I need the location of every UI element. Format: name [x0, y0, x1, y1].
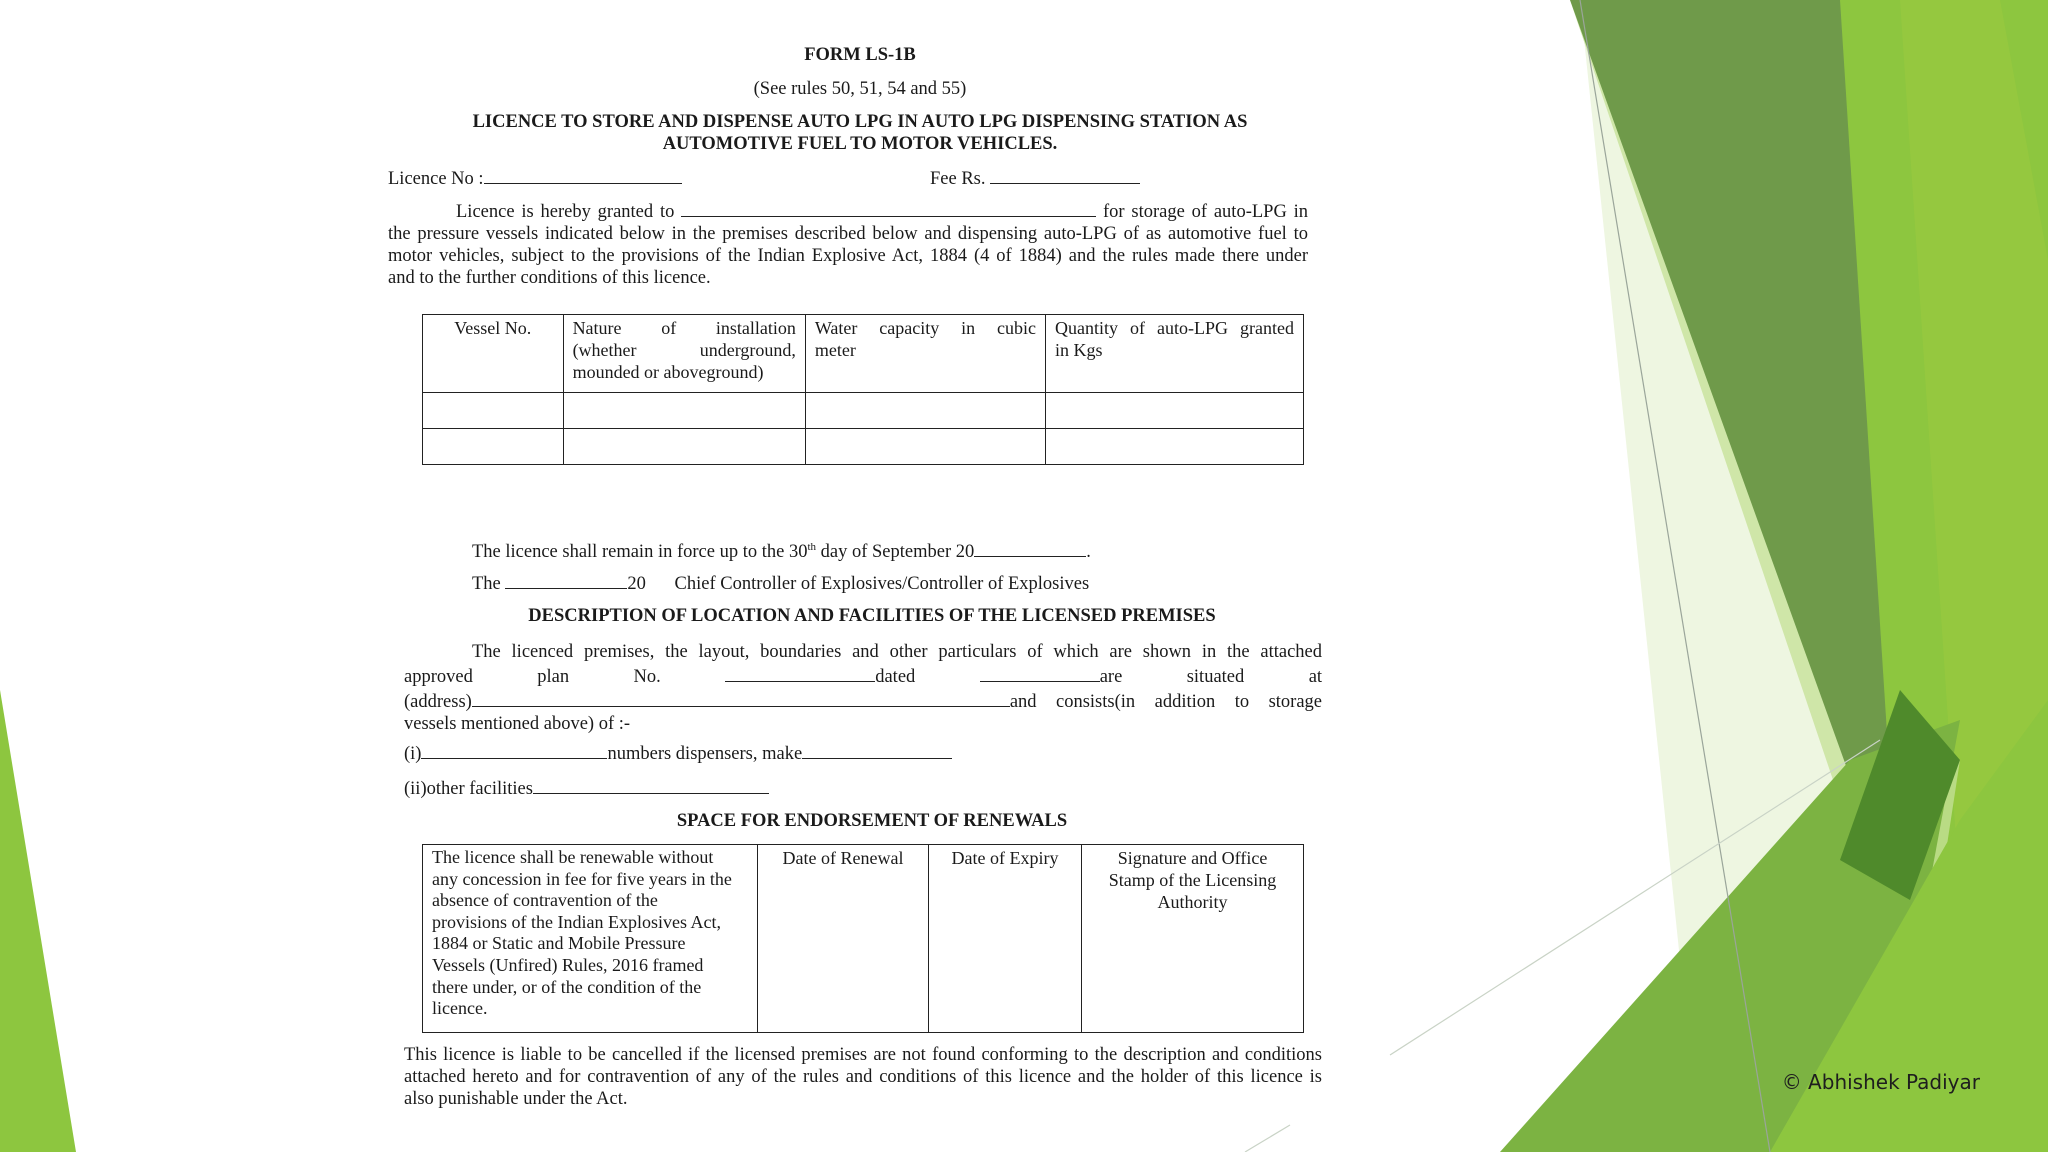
issue-date-line: The 20 Chief Controller of Explosives/Controller of Explosives [472, 570, 1089, 595]
address-blank [472, 688, 1010, 707]
form-title: FORM LS-1B [804, 45, 916, 65]
heading-line-2: AUTOMOTIVE FUEL TO MOTOR VEHICLES. [662, 134, 1058, 154]
rules-reference: (See rules 50, 51, 54 and 55) [753, 79, 967, 99]
grant-line-4: and to the further conditions of this licence. [388, 268, 711, 288]
issue-date-blank [505, 570, 627, 589]
licence-no-label: Licence No : [388, 169, 484, 189]
table-cell[interactable] [563, 429, 805, 465]
validity-line: The licence shall remain in force up to the 30th day of September 20 . [472, 536, 1091, 563]
dispensers-count-blank [421, 740, 607, 759]
vessel-table [422, 314, 1304, 465]
col-water-capacity: Water capacity in cubic meter [805, 315, 1045, 393]
footer-line-2: attached hereto and for contravention of any of the rules and conditions of this licence and the holder of this licence is [404, 1067, 1322, 1087]
authority-label: Chief Controller of Explosives/Controller of Explosives [674, 574, 1090, 594]
description-line-4: vessels mentioned above) of :- [404, 714, 631, 734]
copyright-label: © Abhishek Padiyar [1781, 1070, 1980, 1094]
table-cell[interactable] [423, 429, 564, 465]
description-paragraph [404, 641, 1322, 735]
grantee-blank [681, 198, 1096, 217]
fee-blank [990, 165, 1140, 184]
grant-line-1: Licence is hereby granted to for storage of auto-LPG in [388, 198, 1308, 223]
description-line-1: The licenced premises, the layout, boundaries and other particulars of which are shown in the attached [472, 642, 1322, 662]
col-quantity-lpg: Quantity of auto-LPG granted in Kgs [1045, 315, 1303, 393]
left-green-sliver [0, 690, 76, 1152]
grant-line-2: the pressure vessels indicated below in the premises described below and dispensing auto-LPG of as automotive fuel to [388, 224, 1308, 244]
date-of-renewal-cell: Date of Renewal [758, 845, 929, 1033]
description-heading: DESCRIPTION OF LOCATION AND FACILITIES OF THE LICENSED PREMISES [528, 606, 1216, 626]
col-nature-installation: Nature of installation (whether underground, mounded or aboveground) [563, 315, 805, 393]
dispenser-make-blank [802, 740, 952, 759]
other-facilities-blank [533, 775, 769, 794]
renewals-row [423, 845, 1304, 1033]
plan-date-blank [980, 663, 1100, 682]
grant-paragraph [388, 198, 1308, 289]
fee-label: Fee Rs. [930, 169, 986, 189]
licence-form-document [380, 0, 1340, 1152]
renewals-table [422, 844, 1304, 1033]
licence-no-blank [484, 165, 682, 184]
fee-row [930, 165, 1140, 190]
item-dispensers: (i) numbers dispensers, make [404, 740, 952, 765]
licence-no-row [388, 165, 682, 190]
table-cell[interactable] [563, 393, 805, 429]
col-vessel-no: Vessel No. [423, 315, 564, 393]
footer-line-3: also punishable under the Act. [404, 1089, 628, 1109]
plan-no-blank [725, 663, 875, 682]
grant-line-3: motor vehicles, subject to the provisions of the Indian Explosive Act, 1884 (4 of 1884) and the rules made there under [388, 246, 1308, 266]
table-cell[interactable] [423, 393, 564, 429]
date-of-expiry-cell: Date of Expiry [929, 845, 1082, 1033]
table-cell[interactable] [1045, 429, 1303, 465]
table-row [423, 393, 1304, 429]
renewal-conditions-cell: The licence shall be renewable without any concession in fee for five years in the absence of contravention of the provisions of the Indian Explosives Act, 1884 or Static and Mobile Pressure Vessels (Unfired) Rules, 2016 framed there under, or of the condition of the licence. [423, 845, 758, 1033]
renewals-heading: SPACE FOR ENDORSEMENT OF RENEWALS [676, 811, 1068, 831]
vessel-table-header [423, 315, 1304, 393]
footer-line-1: This licence is liable to be cancelled if the licensed premises are not found conforming to the description and conditions [404, 1045, 1322, 1065]
table-cell[interactable] [805, 429, 1045, 465]
table-cell[interactable] [805, 393, 1045, 429]
description-line-3: (address) and consists(in addition to storage [404, 688, 1322, 713]
description-line-2: approved plan No. dated are situated at [404, 663, 1322, 688]
table-row [423, 429, 1304, 465]
table-cell[interactable] [1045, 393, 1303, 429]
signature-stamp-cell: Signature and Office Stamp of the Licensing Authority [1082, 845, 1304, 1033]
item-other-facilities: (ii)other facilities [404, 775, 769, 800]
cancellation-footer [404, 1044, 1322, 1110]
validity-year-blank [974, 538, 1086, 557]
heading-line-1: LICENCE TO STORE AND DISPENSE AUTO LPG IN AUTO LPG DISPENSING STATION AS [472, 112, 1248, 132]
